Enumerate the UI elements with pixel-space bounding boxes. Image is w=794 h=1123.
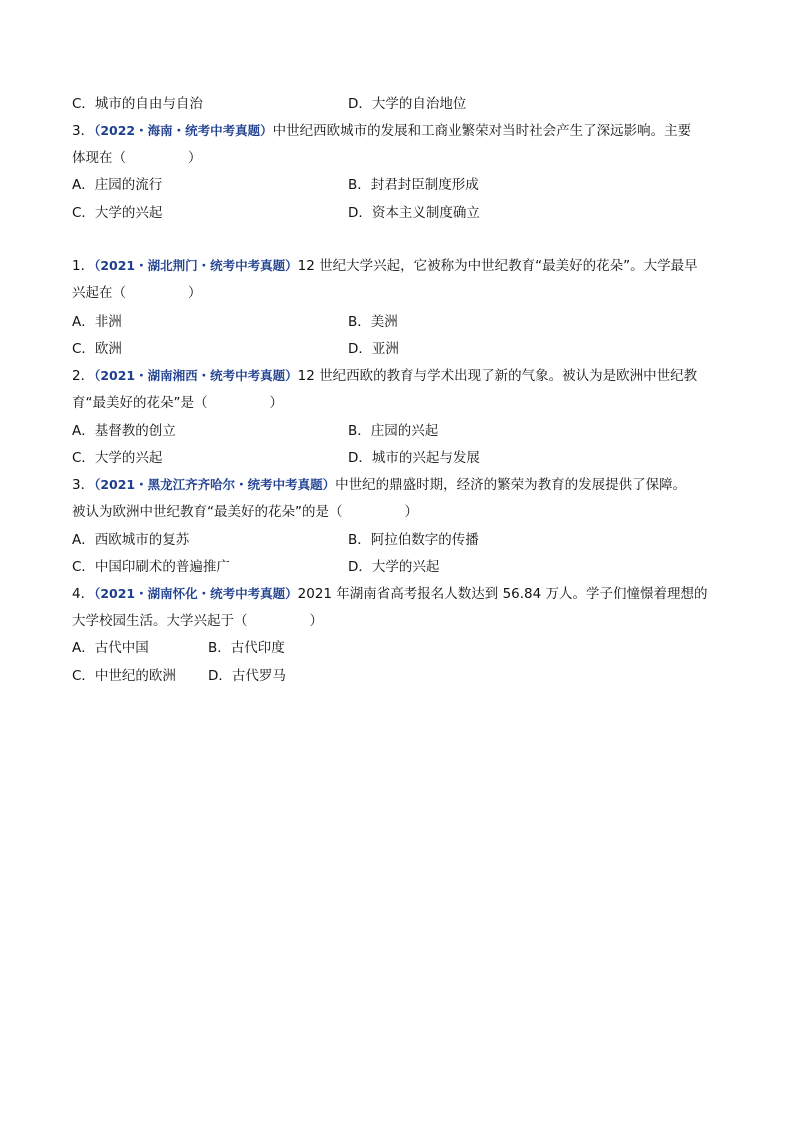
option-a: A．古代中国: [72, 640, 149, 656]
question-number: 1．: [72, 258, 95, 274]
option-c: C．欧洲: [72, 341, 122, 357]
question-stem: 中世纪西欧城市的发展和工商业繁荣对当时社会产生了深远影响。主要: [272, 123, 692, 139]
option-d: D．大学的兴起: [348, 559, 440, 575]
option-a: A．西欧城市的复苏: [72, 532, 190, 548]
prev-q3-stem-2: [72, 149, 202, 167]
prev-q3-stem: [72, 122, 691, 140]
stem-text: 育“最美好的花朵”是（: [72, 395, 208, 411]
question-stem: 12 世纪西欧的教育与学术出现了新的气象。被认为是欧洲中世纪教: [297, 368, 698, 384]
option-d: D．古代罗马: [208, 668, 286, 684]
question-number: 4．: [72, 586, 95, 602]
option-c: C．中国印刷术的普遍推广: [72, 559, 230, 575]
option-a: A．非洲: [72, 314, 122, 330]
question-source: （2022・海南・统考中考真题）: [94, 123, 273, 138]
stem-text: 兴起在（: [72, 285, 126, 301]
stem-text: ）: [309, 613, 323, 629]
prev-option-c: C．城市的自由与自治: [72, 96, 203, 112]
stem-text: 大学校园生活。大学兴起于（: [72, 613, 248, 629]
question-stem: 12 世纪大学兴起，它被称为中世纪教育“最美好的花朵”。大学最早: [297, 258, 698, 274]
question-stem: 2021 年湖南省高考报名人数达到 56.84 万人。学子们憧憬着理想的: [297, 586, 708, 602]
q3-stem-2: [72, 503, 418, 521]
option-d: D．城市的兴起与发展: [348, 450, 480, 466]
question-number: 2．: [72, 368, 95, 384]
q3-stem: [72, 476, 686, 494]
stem-text: ）: [188, 150, 202, 166]
option-a: A．庄园的流行: [72, 177, 163, 193]
option-c: C．大学的兴起: [72, 205, 163, 221]
question-source: （2021・湖南湘西・统考中考真题）: [94, 368, 298, 383]
q4-stem: [72, 585, 708, 603]
option-d: D．亚洲: [348, 341, 399, 357]
question-number: 3．: [72, 477, 95, 493]
option-c: C．中世纪的欧洲: [72, 668, 176, 684]
question-number: 3．: [72, 123, 95, 139]
option-b: B．阿拉伯数字的传播: [348, 532, 479, 548]
stem-text: ）: [269, 395, 283, 411]
stem-text: 被认为欧洲中世纪教育“最美好的花朵”的是（: [72, 504, 343, 520]
prev-option-d: D．大学的自治地位: [348, 96, 467, 112]
question-source: （2021・黑龙江齐齐哈尔・统考中考真题）: [94, 477, 336, 492]
option-b: B．古代印度: [208, 640, 285, 656]
q4-stem-2: [72, 612, 323, 630]
question-source: （2021・湖南怀化・统考中考真题）: [94, 586, 298, 601]
option-b: B．庄园的兴起: [348, 423, 439, 439]
q1-stem: [72, 257, 698, 275]
stem-text: ）: [188, 285, 202, 301]
option-a: A．基督教的创立: [72, 423, 176, 439]
option-d: D．资本主义制度确立: [348, 205, 480, 221]
question-stem: 中世纪的鼎盛时期，经济的繁荣为教育的发展提供了保障。: [335, 477, 687, 493]
stem-text: ）: [404, 504, 418, 520]
q2-stem-2: [72, 394, 283, 412]
stem-text: 体现在（: [72, 150, 126, 166]
option-c: C．大学的兴起: [72, 450, 163, 466]
option-b: B．美洲: [348, 314, 398, 330]
question-source: （2021・湖北荆门・统考中考真题）: [94, 258, 298, 273]
q1-stem-2: [72, 284, 202, 302]
q2-stem: [72, 367, 697, 385]
option-b: B．封君封臣制度形成: [348, 177, 479, 193]
